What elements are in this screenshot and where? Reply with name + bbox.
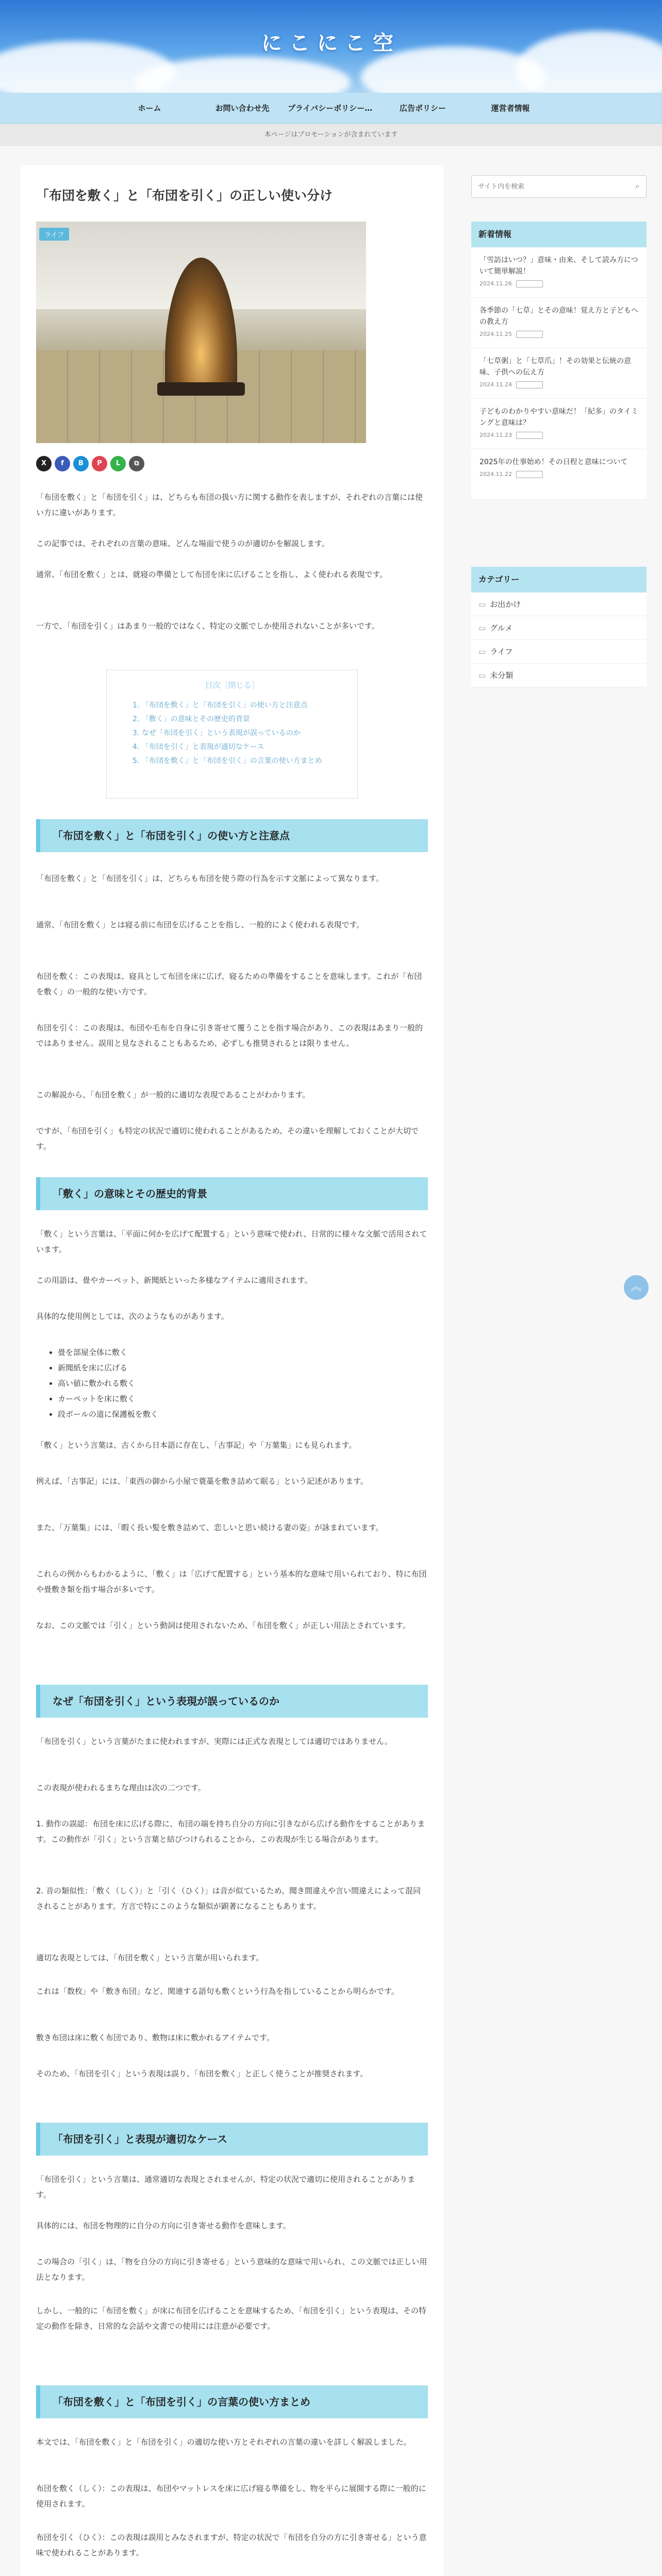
article-title: 「布団を敷く」と「布団を引く」の正しい使い分け xyxy=(36,188,333,203)
body-paragraph: 1. 動作の誤認：布団を床に広げる際に、布団の端を持ち自分の方向に引きながら広げる動作をすることがあります。この動作が「引く」という言葉と結びつけられることから、この表現が生じる場合があります。 xyxy=(36,1819,425,1844)
category-list xyxy=(471,592,647,687)
list-item: • 畳を部屋全体に敷く xyxy=(58,1345,419,1360)
nav-item-privacy[interactable]: プライバシーポリシー… xyxy=(287,104,373,113)
news-item[interactable] xyxy=(471,247,647,298)
category-label[interactable]: グルメ xyxy=(490,623,513,633)
body-paragraph: 通常、「布団を敷く」とは寝る前に布団を広げることを指し、一般的によく使われる表現です。 xyxy=(36,920,365,929)
news-title[interactable]: 各季節の「七草」とその意味！覚え方と子どもへの教え方 xyxy=(479,307,638,326)
x-share-icon[interactable]: X xyxy=(36,456,52,471)
toc-item[interactable]: 1. 「布団を敷く」と「布団を引く」の使い方と注意点 xyxy=(133,701,308,709)
eyecatch-image xyxy=(36,222,366,443)
promo-notice: 本ページはプロモーションが含まれています xyxy=(0,124,662,146)
intro-paragraph: この記事では、それぞれの言葉の意味、どんな場面で使うのが適切かを解説します。 xyxy=(36,539,329,548)
section-heading: 「布団を敷く」と「布団を引く」の使い方と注意点 xyxy=(36,819,428,852)
body-paragraph: 本文では、「布団を敷く」と「布団を引く」の適切な使い方とそれぞれの言葉の違いを詳しく解説しました。 xyxy=(36,2437,411,2447)
toc-title[interactable]: 目次［閉じる］ xyxy=(205,681,259,690)
list-item: • 段ボールの道に保護板を敷く xyxy=(58,1406,419,1422)
intro-paragraph: 通常、「布団を敷く」とは、就寝の準備として布団を床に広げることを指し、よく使われる表現です。 xyxy=(36,570,388,579)
list-item: • カーペットを床に敷く xyxy=(58,1391,419,1406)
category-heading: カテゴリー xyxy=(471,567,647,592)
section-heading: なぜ「布団を引く」という表現が誤っているのか xyxy=(36,1685,428,1718)
body-paragraph: 布団を引く：この表現は、布団や毛布を自身に引き寄せて覆うことを指す場合があり、この表現はあまり一般的ではありません。誤用と見なされることもあるため、必ずしも推奨されるとは限りません。 xyxy=(36,1023,423,1048)
toc-item[interactable]: 2. 「敷く」の意味とその歴史的背景 xyxy=(133,715,250,723)
news-badge xyxy=(516,432,543,439)
body-paragraph: 布団を敷く（しく）：この表現は、布団やマットレスを床に広げ寝る準備をし、物を平らに展開する際に一般的に使用されます。 xyxy=(36,2484,426,2509)
body-paragraph: 「敷く」という言葉は、古くから日本語に存在し、「古事記」や「万葉集」にも見られます。 xyxy=(36,1440,357,1450)
news-item[interactable] xyxy=(471,399,647,449)
news-date: 2024.11.24 xyxy=(479,381,512,388)
toc-item[interactable]: 3. なぜ「布団を引く」という表現が誤っているのか xyxy=(133,729,301,737)
site-header xyxy=(0,0,662,93)
body-paragraph: これらの例からもわかるように、「敷く」は「広げて配置する」という基本的な意味で用いられており、特に布団や畳敷き類を指す場合が多いです。 xyxy=(36,1569,427,1594)
body-paragraph: 具体的な使用例としては、次のようなものがあります。 xyxy=(36,1312,229,1321)
search-icon[interactable]: ⌕ xyxy=(635,181,640,191)
body-paragraph: そのため、「布団を引く」という表現は誤り、「布団を敷く」と正しく使うことが推奨されます。 xyxy=(36,2069,368,2078)
nav-item-home[interactable]: ホーム xyxy=(138,104,161,113)
body-paragraph: しかし、一般的に「布団を敷く」が床に布団を広げることを意味するため、「布団を引く」という表現は、その特定の動作を除き、日常的な会話や文書での使用には注意が必要です。 xyxy=(36,2306,426,2331)
news-item[interactable] xyxy=(471,348,647,399)
usage-example-list xyxy=(58,1345,419,1422)
table-of-contents xyxy=(106,670,358,799)
body-paragraph: 具体的には、布団を物理的に自分の方向に引き寄せる動作を意味します。 xyxy=(36,2221,291,2230)
section-heading: 「敷く」の意味とその歴史的背景 xyxy=(36,1177,428,1210)
site-title[interactable]: にこにこ空 xyxy=(261,31,401,55)
category-badge[interactable]: ライフ xyxy=(39,228,69,241)
section-heading: 「布団を敷く」と「布団を引く」の言葉の使い方まとめ xyxy=(36,2385,428,2418)
nav-item-operator[interactable]: 運営者情報 xyxy=(491,104,530,113)
news-list xyxy=(471,247,647,500)
folder-icon: ▭ xyxy=(478,647,486,656)
share-buttons-top xyxy=(36,456,147,471)
hatena-share-icon[interactable]: B xyxy=(73,456,89,471)
toc-item[interactable]: 5. 「布団を敷く」と「布団を引く」の言葉の使い方まとめ xyxy=(133,757,322,765)
nav-item-contact[interactable]: お問い合わせ先 xyxy=(215,104,270,113)
news-item[interactable] xyxy=(471,298,647,348)
category-label[interactable]: 未分類 xyxy=(490,671,514,680)
article-main xyxy=(21,165,443,2576)
lamp-base xyxy=(157,382,245,396)
body-paragraph: 「布団を引く」という言葉がたまに使われますが、実際には正式な表現としては適切ではありません。 xyxy=(36,1737,392,1746)
search-box xyxy=(471,175,647,198)
body-paragraph: 敷き布団は床に敷く布団であり、敷物は床に敷かれるアイテムです。 xyxy=(36,2033,274,2042)
folder-icon: ▭ xyxy=(478,671,486,680)
body-paragraph: この表現が使われるまちな理由は次の二つです。 xyxy=(36,1783,206,1792)
news-heading: 新着情報 xyxy=(471,222,647,247)
body-paragraph: この用語は、畳やカーペット、新聞紙といった多様なアイテムに適用されます。 xyxy=(36,1276,312,1285)
copy-link-icon[interactable]: ⧉ xyxy=(129,456,144,471)
news-title[interactable]: 「雪訪はいつ？」意味・由来、そして読み方について簡単解説！ xyxy=(479,256,638,276)
news-title[interactable]: 子どものわかりやすい意味だ！「紀多」のタイミングと意味は？ xyxy=(479,408,638,427)
category-item[interactable] xyxy=(471,616,647,640)
section-heading: 「布団を引く」と表現が適切なケース xyxy=(36,2123,428,2156)
news-date: 2024.11.23 xyxy=(479,432,512,438)
body-paragraph: 「敷く」という言葉は、「平面に何かを広げて配置する」という意味で使われ、日常的に様々な文脈で活用されています。 xyxy=(36,1229,427,1254)
toc-item[interactable]: 4. 「布団を引く」と表現が適切なケース xyxy=(133,743,264,751)
news-date: 2024.11.26 xyxy=(479,280,512,287)
intro-paragraph: 「布団を敷く」と「布団を引く」は、どちらも布団の扱い方に関する動作を表しますが、それぞれの言葉には使い方に違いがあります。 xyxy=(36,493,423,517)
body-paragraph: 「布団を敷く」と「布団を引く」は、どちらも布団を使う際の行為を示す文脈によって異なります。 xyxy=(36,874,384,883)
body-paragraph: また、「万葉集」には、「暇く長い髪を敷き詰めて、恋しいと思い続ける妻の姿」が詠まれています。 xyxy=(36,1523,384,1532)
news-date: 2024.11.25 xyxy=(479,331,512,337)
list-item: • 新聞紙を床に広げる xyxy=(58,1360,419,1376)
news-date: 2024.11.22 xyxy=(479,471,512,478)
body-paragraph: この場合の「引く」は、「物を自分の方向に引き寄せる」という意味的な意味で用いられ、この文脈では正しい用法となります。 xyxy=(36,2257,427,2282)
back-to-top-button[interactable] xyxy=(624,1275,649,1300)
global-nav xyxy=(0,93,662,124)
line-share-icon[interactable]: L xyxy=(110,456,126,471)
body-paragraph: 適切な表現としては、「布団を敷く」という言葉が用いられます。 xyxy=(36,1953,264,1962)
pocket-share-icon[interactable]: P xyxy=(92,456,107,471)
news-title[interactable]: 「七草粥」と「七草爪」！その効果と伝統の意味、子供への伝え方 xyxy=(479,357,631,377)
facebook-share-icon[interactable]: f xyxy=(55,456,70,471)
news-title[interactable]: 2025年の仕事始め！その日程と意味について xyxy=(479,458,628,466)
news-badge xyxy=(516,331,543,338)
chevron-up-icon: ︽ xyxy=(630,1281,642,1294)
list-item: • 高い値に敷かれる敷く xyxy=(58,1376,419,1391)
body-paragraph: この解説から、「布団を敷く」が一般的に適切な表現であることがわかります。 xyxy=(36,1090,310,1099)
intro-paragraph: 一方で、「布団を引く」はあまり一般的ではなく、特定の文脈でしか使用されないことが多いです。 xyxy=(36,621,379,631)
body-paragraph: 2. 音の類似性：「敷く（しく）」と「引く（ひく）」は音が似ているため、聞き間違えや言い間違えによって混同されることがあります。方言で特にこのような類似が顕著になることもあります。 xyxy=(36,1886,421,1911)
category-item[interactable] xyxy=(471,592,647,616)
category-item[interactable] xyxy=(471,640,647,664)
sidebar xyxy=(471,165,647,783)
body-paragraph: ですが、「布団を引く」も特定の状況で適切に使われることがあるため、その違いを理解しておくことが大切です。 xyxy=(36,1126,419,1151)
category-label[interactable]: お出かけ xyxy=(490,600,521,609)
folder-icon: ▭ xyxy=(478,623,486,633)
body-paragraph: 「布団を引く」という言葉は、通常適切な表現とされませんが、特定の状況で適切に使用されることがあります。 xyxy=(36,2175,416,2199)
search-input[interactable] xyxy=(472,176,626,197)
news-item[interactable] xyxy=(471,449,647,500)
category-item[interactable] xyxy=(471,664,647,687)
body-paragraph: これは「数枚」や「敷き布団」など、関連する語句も敷くという行為を指していることから明らかです。 xyxy=(36,1987,399,1996)
body-paragraph: 布団を敷く：この表現は、寝具として布団を床に広げ、寝るための準備をすることを意味します。これが「布団を敷く」の一般的な使い方です。 xyxy=(36,972,422,996)
folder-icon: ▭ xyxy=(478,600,486,609)
news-badge xyxy=(516,381,543,388)
nav-item-ad-policy[interactable]: 広告ポリシー xyxy=(399,104,446,113)
body-paragraph: 例えば、「古事記」には、「東西の御から小屋で蓑藁を敷き詰めて眠る」という記述があります。 xyxy=(36,1477,368,1486)
body-paragraph: 布団を引く（ひく）：この表現は誤用とみなされますが、特定の状況で「布団を自分の方に引き寄せる」という意味で使われることがあります。 xyxy=(36,2533,427,2557)
news-badge xyxy=(516,280,543,287)
news-badge xyxy=(516,471,543,478)
body-paragraph: なお、この文脈では「引く」という動詞は使用されないため、「布団を敷く」が正しい用法とされています。 xyxy=(36,1621,410,1630)
category-label[interactable]: ライフ xyxy=(490,647,513,656)
